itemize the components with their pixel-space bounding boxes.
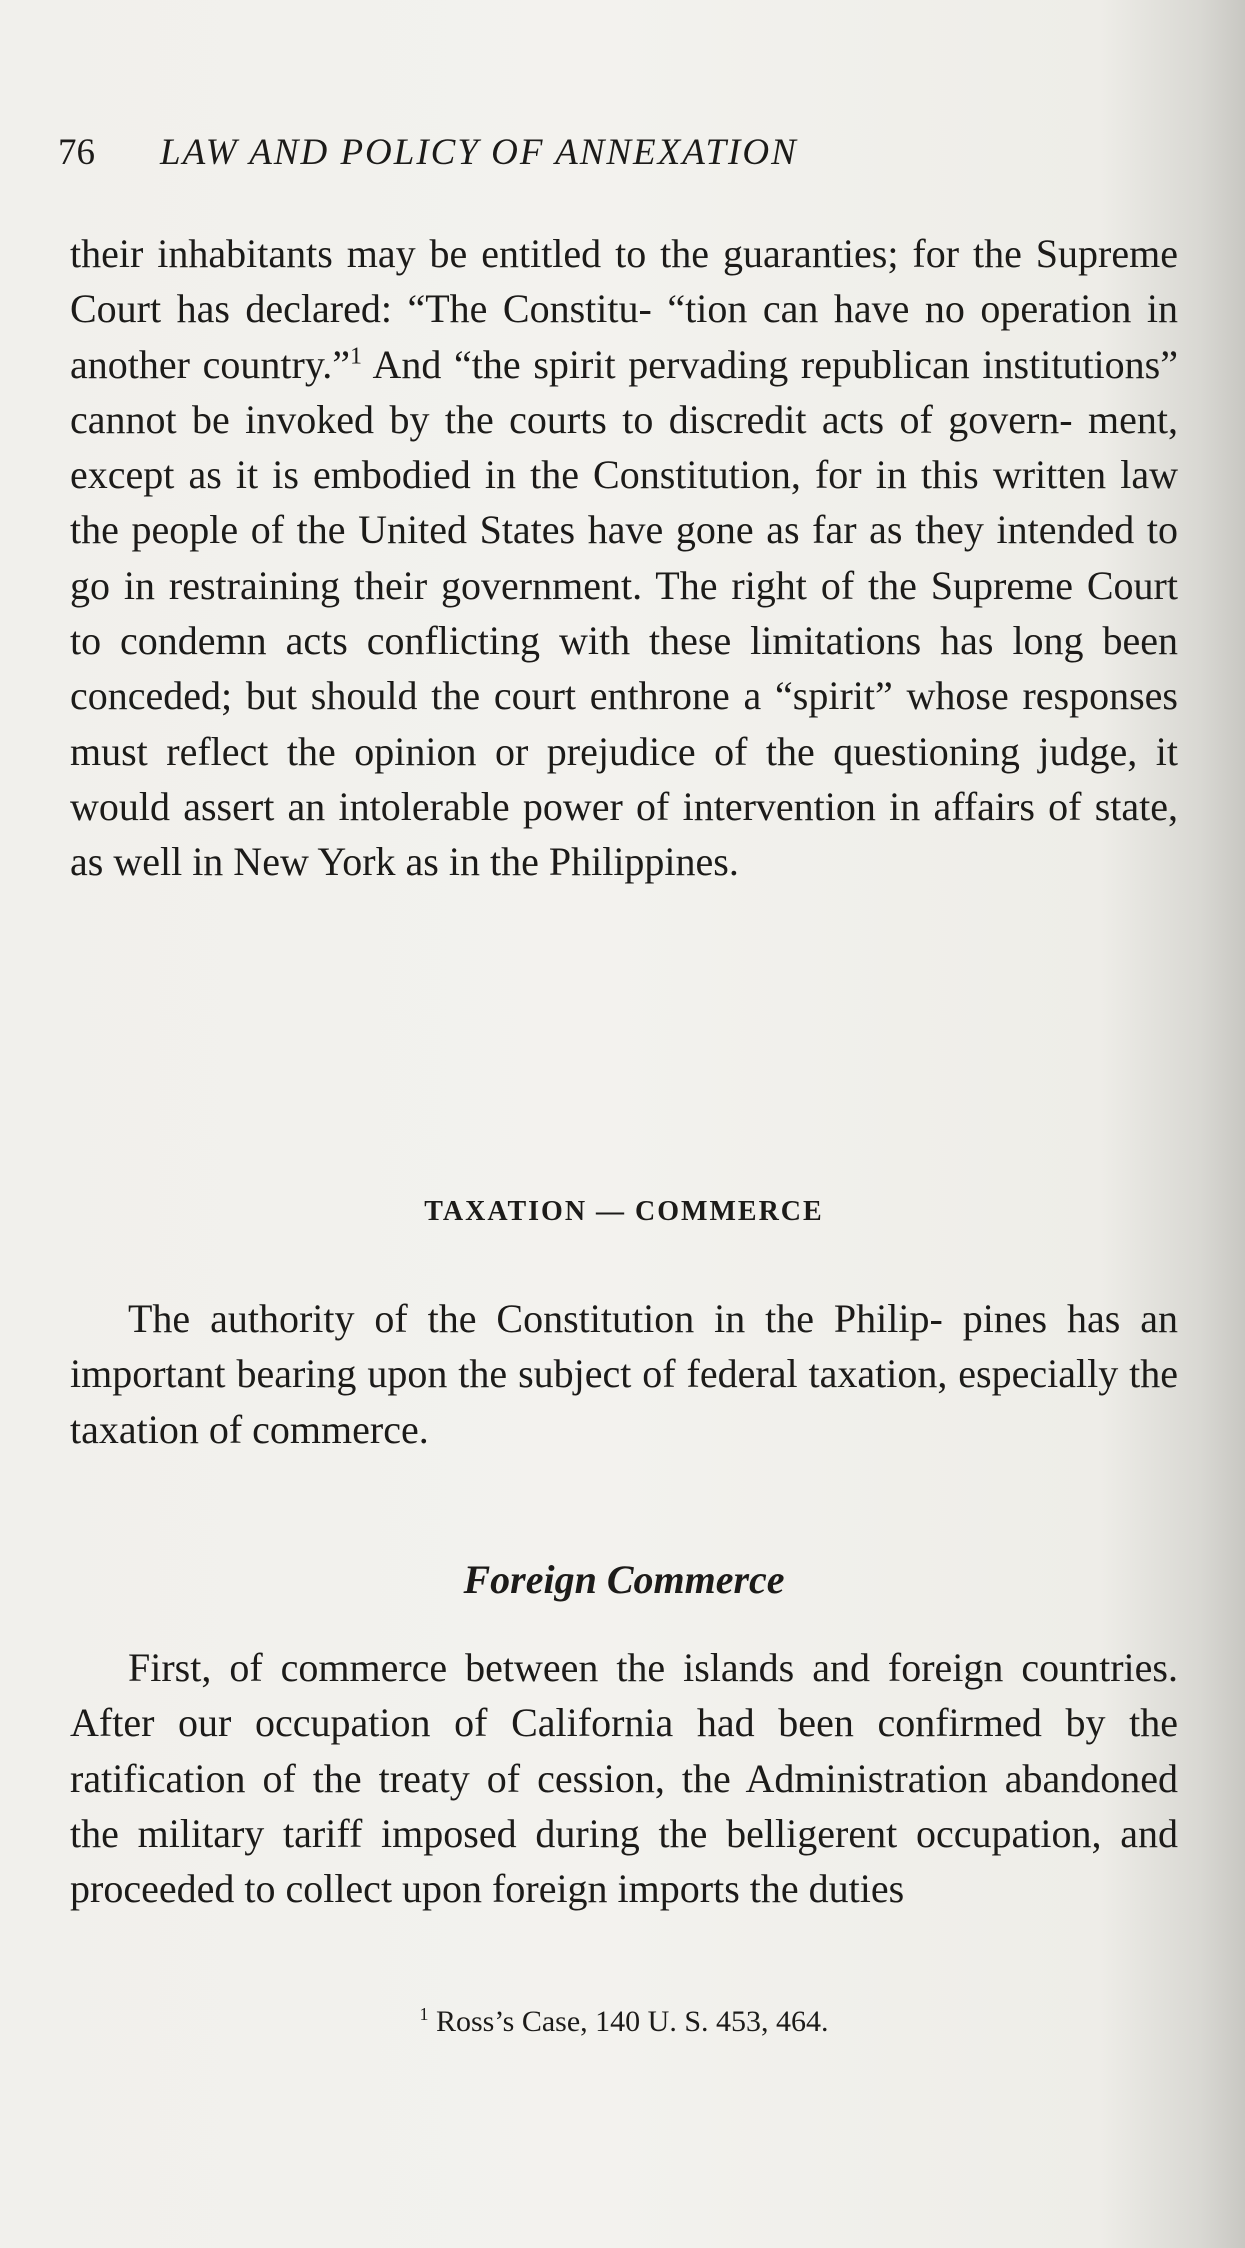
footnote-text: Ross’s Case, 140 U. S. 453, 464.	[428, 2005, 829, 2038]
paragraph-continued	[70, 226, 1178, 890]
footnote	[70, 2002, 1178, 2042]
running-head: LAW AND POLICY OF ANNEXATION	[160, 132, 798, 173]
paragraph-constitution-authority: The authority of the Constitution in the Philip- pines has an important bearing upon the subject of federal taxation, especially the taxation of commerce.	[70, 1296, 1178, 1452]
footnote-reference: 1	[349, 343, 362, 370]
paragraph-text-part-a: their inhabitants may be entitled to the guaranties; for the Supreme Court has declared: “The Constitu- “tion can have no operation in another country.”	[70, 231, 1178, 387]
section-heading: TAXATION — COMMERCE	[424, 1196, 824, 1227]
paragraph-foreign-commerce: First, of commerce between the islands and foreign countries. After our occupation of California had been confirmed by the ratification of the treaty of cession, the Administration abandoned the military tariff imposed during the belligerent occupation, and proceeded to collect upon foreign imports the duties	[70, 1645, 1178, 1912]
page-number: 76	[58, 132, 95, 173]
subsection-heading: Foreign Commerce	[463, 1557, 785, 1602]
paragraph-text-part-b: And “the spirit pervading republican institutions” cannot be invoked by the courts to discredit acts of govern- ment, except as it is embodied in the Constitution, for in this written law the people of the United States have gone as far as they intended to go in restraining their government. The right of the Supreme Court to condemn acts conflicting with these limitations has long been conceded; but should the court enthrone a “spirit” whose responses must reflect the opinion or prejudice of the questioning judge, it would assert an intolerable power of intervention in affairs of state, as well in New York as in the Philippines.	[70, 341, 1178, 885]
page-header	[58, 128, 1198, 178]
footnote-marker: 1	[419, 2004, 429, 2024]
